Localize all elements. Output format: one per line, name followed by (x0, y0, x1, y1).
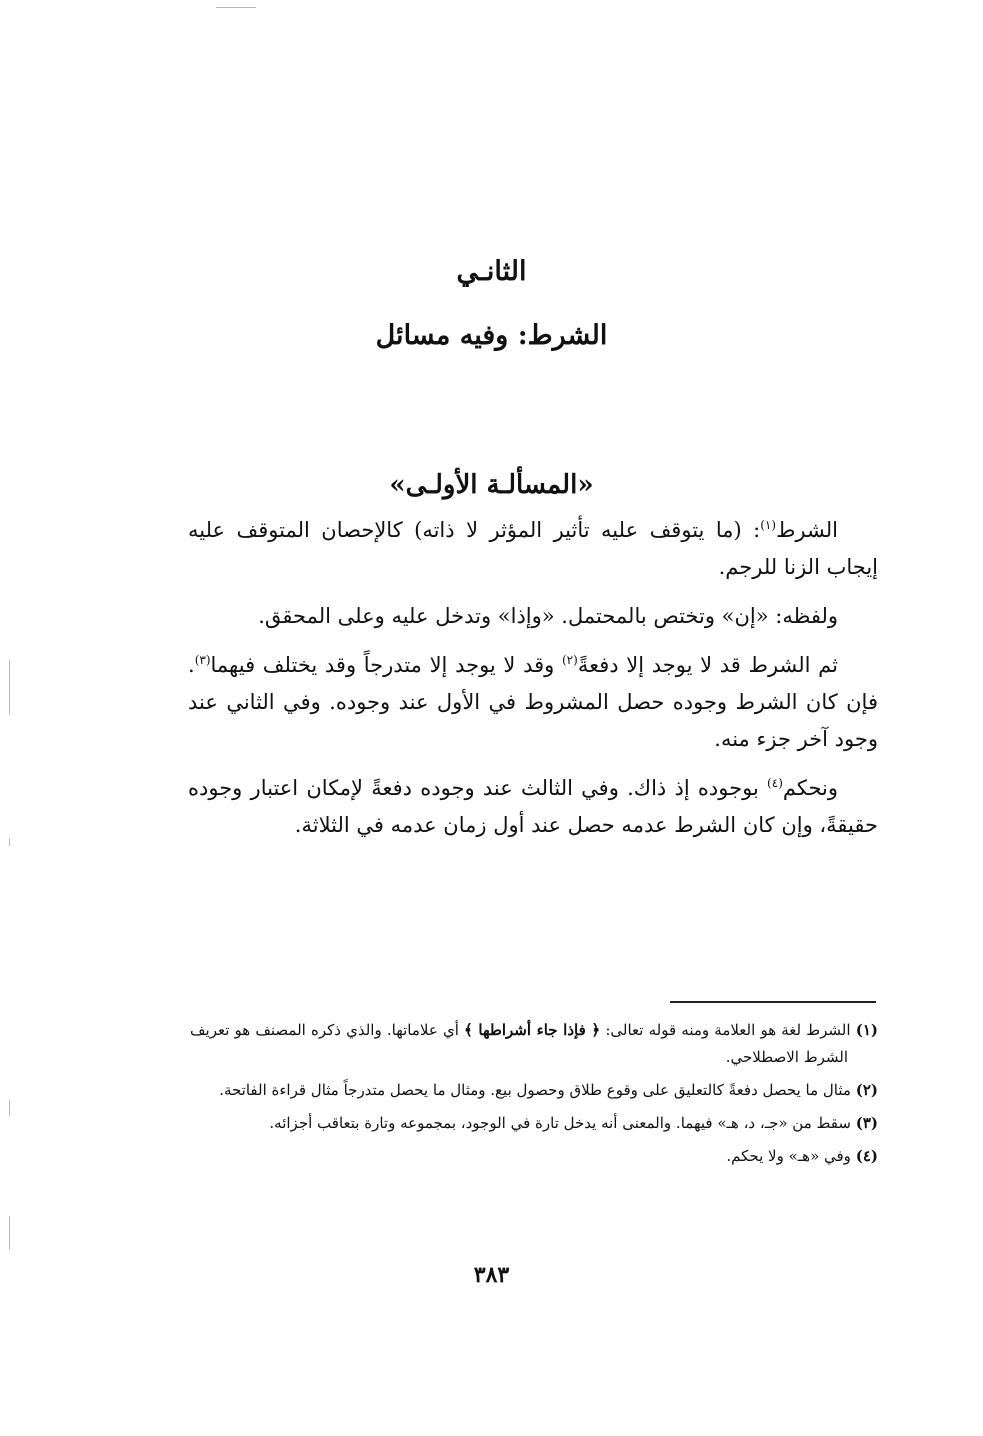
text-run: الشرط (776, 518, 838, 542)
text-run: سقط من «جـ، د، هـ» فيهما. والمعنى أنه يدخل تارة في الوجود، بمجموعه وتارة بتعاقب أجزائه. (269, 1114, 851, 1132)
paragraph (188, 512, 878, 586)
footnote (190, 1110, 878, 1137)
text-run: ونحكم (782, 776, 838, 800)
paragraph (188, 647, 878, 758)
footnote (190, 1077, 878, 1104)
footnote (190, 1017, 878, 1071)
section-heading: «المسألـة الأولـى» (389, 470, 594, 500)
part-subtitle: الشرط: وفيه مسائل (375, 320, 608, 351)
text-run: مثال ما يحصل دفعةً كالتعليق على وقوع طلاق وحصول بيع. ومثال ما يحصل متدرجاً مثال قراءة الفاتحة. (219, 1081, 851, 1099)
scan-mark-left (9, 838, 10, 846)
footnotes (190, 1017, 878, 1176)
text-run: . فإن كان الشرط وجوده حصل المشروط في الأول عند وجوده. وفي الثاني عند وجود آخر جزء منه. (188, 653, 878, 751)
footnote-number: (٤) (855, 1147, 878, 1165)
text-run: ولفظه: «إن» وتختص بالمحتمل. «وإذا» وتدخل عليه وعلى المحقق. (258, 604, 838, 628)
footnote-reference: (٣) (194, 653, 211, 667)
paragraph (188, 598, 878, 635)
footnote-number: (٢) (855, 1081, 878, 1099)
text-run: الشرط لغة هو العلامة ومنه قوله تعالى: (600, 1021, 851, 1039)
text-run: أي علاماتها. والذي ذكره المصنف هو تعريف الشرط الاصطلاحي. (190, 1021, 848, 1066)
text-run: وقد لا يوجد إلا متدرجاً وقد يختلف فيهما (210, 653, 562, 677)
footnote-reference: (٤) (767, 776, 783, 790)
text-run: ثم الشرط قد لا يوجد إلا دفعةً (577, 653, 838, 677)
text-run: بوجوده إذ ذاك. وفي الثالث عند وجوده دفعةً لإمكان اعتبار وجوده حقيقةً، وإن كان الشرط عدمه حصل عند أول زمان عدمه في الثلاثة. (188, 776, 878, 837)
scan-mark-top (216, 7, 256, 8)
footnote (190, 1143, 878, 1170)
paragraph (188, 770, 878, 844)
footnote-reference: (١) (760, 518, 777, 532)
footnote-separator (670, 1001, 876, 1003)
scan-mark-left (9, 1100, 10, 1116)
footnote-number: (١) (855, 1021, 878, 1039)
footnote-number: (٣) (855, 1114, 878, 1132)
scan-mark-left (9, 1216, 10, 1250)
part-title: الثانـي (456, 256, 527, 287)
footnote-reference: (٢) (561, 653, 578, 667)
scan-mark-left (9, 660, 10, 715)
text-run: : (ما يتوقف عليه تأثير المؤثر لا ذاته) كالإحصان المتوقف عليه إيجاب الزنا للرجم. (188, 518, 878, 579)
text-run: وفي «هـ» ولا يحكم. (726, 1147, 851, 1165)
quran-quote: ﴿ فإذا جاء أشراطها ﴾ (464, 1021, 601, 1039)
page-number: ٣٨٣ (473, 1262, 510, 1288)
body-text (188, 512, 878, 856)
